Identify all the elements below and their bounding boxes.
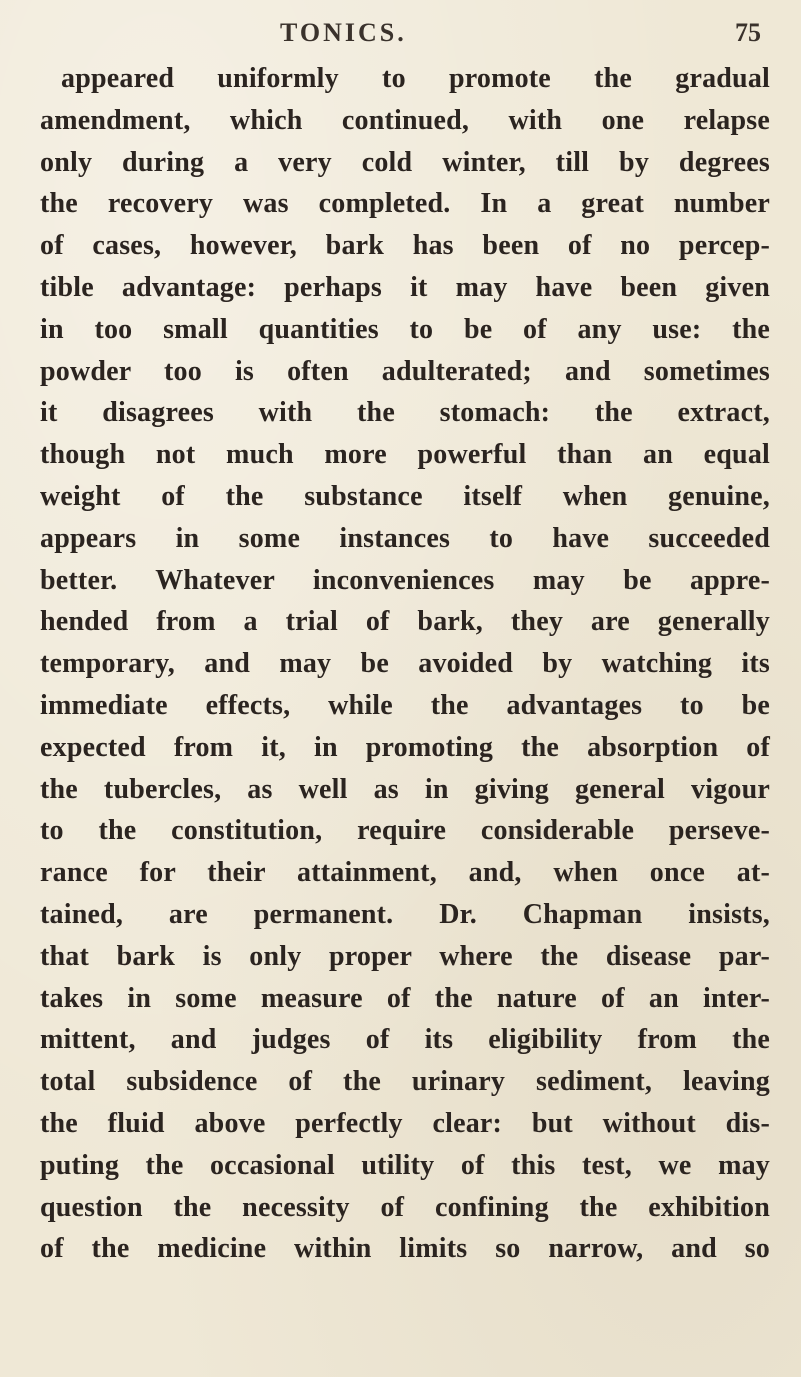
text-line: the recovery was completed. In a great number: [40, 188, 770, 220]
text-line: puting the occasional utility of this test, we may: [40, 1149, 770, 1181]
text-line: of cases, however, bark has been of no percep-: [40, 230, 770, 262]
text-line: mittent, and judges of its eligibility from the: [40, 1024, 770, 1056]
text-line: temporary, and may be avoided by watching its: [40, 648, 770, 680]
text-line: only during a very cold winter, till by degrees: [40, 146, 770, 178]
text-line: that bark is only proper where the disease par-: [40, 940, 770, 972]
text-line: appears in some instances to have succeeded: [40, 522, 770, 554]
text-line: it disagrees with the stomach: the extract,: [40, 397, 770, 429]
text-line: hended from a trial of bark, they are generally: [40, 606, 770, 638]
text-line: tained, are permanent. Dr. Chapman insists,: [40, 898, 770, 930]
text-line: to the constitution, require considerable perseve-: [40, 815, 770, 847]
text-line: total subsidence of the urinary sediment, leaving: [40, 1066, 770, 1098]
running-title: TONICS.: [280, 18, 407, 47]
text-line: expected from it, in promoting the absorption of: [40, 731, 770, 763]
text-line: amendment, which continued, with one relapse: [40, 104, 770, 136]
text-line: rance for their attainment, and, when once at-: [40, 857, 770, 889]
text-line: though not much more powerful than an equal: [40, 439, 770, 471]
text-line: powder too is often adulterated; and sometimes: [40, 355, 770, 387]
text-line: of the medicine within limits so narrow, and so: [40, 1233, 770, 1265]
text-line: the tubercles, as well as in giving general vigour: [40, 773, 770, 805]
running-head: [0, 14, 801, 54]
text-line: the fluid above perfectly clear: but without dis-: [40, 1107, 770, 1139]
text-line: in too small quantities to be of any use: the: [40, 313, 770, 345]
body-text: [40, 58, 770, 1270]
text-line: question the necessity of confining the exhibition: [40, 1191, 770, 1223]
text-line: tible advantage: perhaps it may have been given: [40, 271, 770, 303]
page-number: 75: [735, 18, 761, 47]
text-line: takes in some measure of the nature of an inter-: [40, 982, 770, 1014]
text-line: immediate effects, while the advantages to be: [40, 689, 770, 721]
text-line: appeared uniformly to promote the gradual: [61, 63, 770, 94]
text-line: weight of the substance itself when genuine,: [40, 480, 770, 512]
text-line: better. Whatever inconveniences may be appre-: [40, 564, 770, 596]
